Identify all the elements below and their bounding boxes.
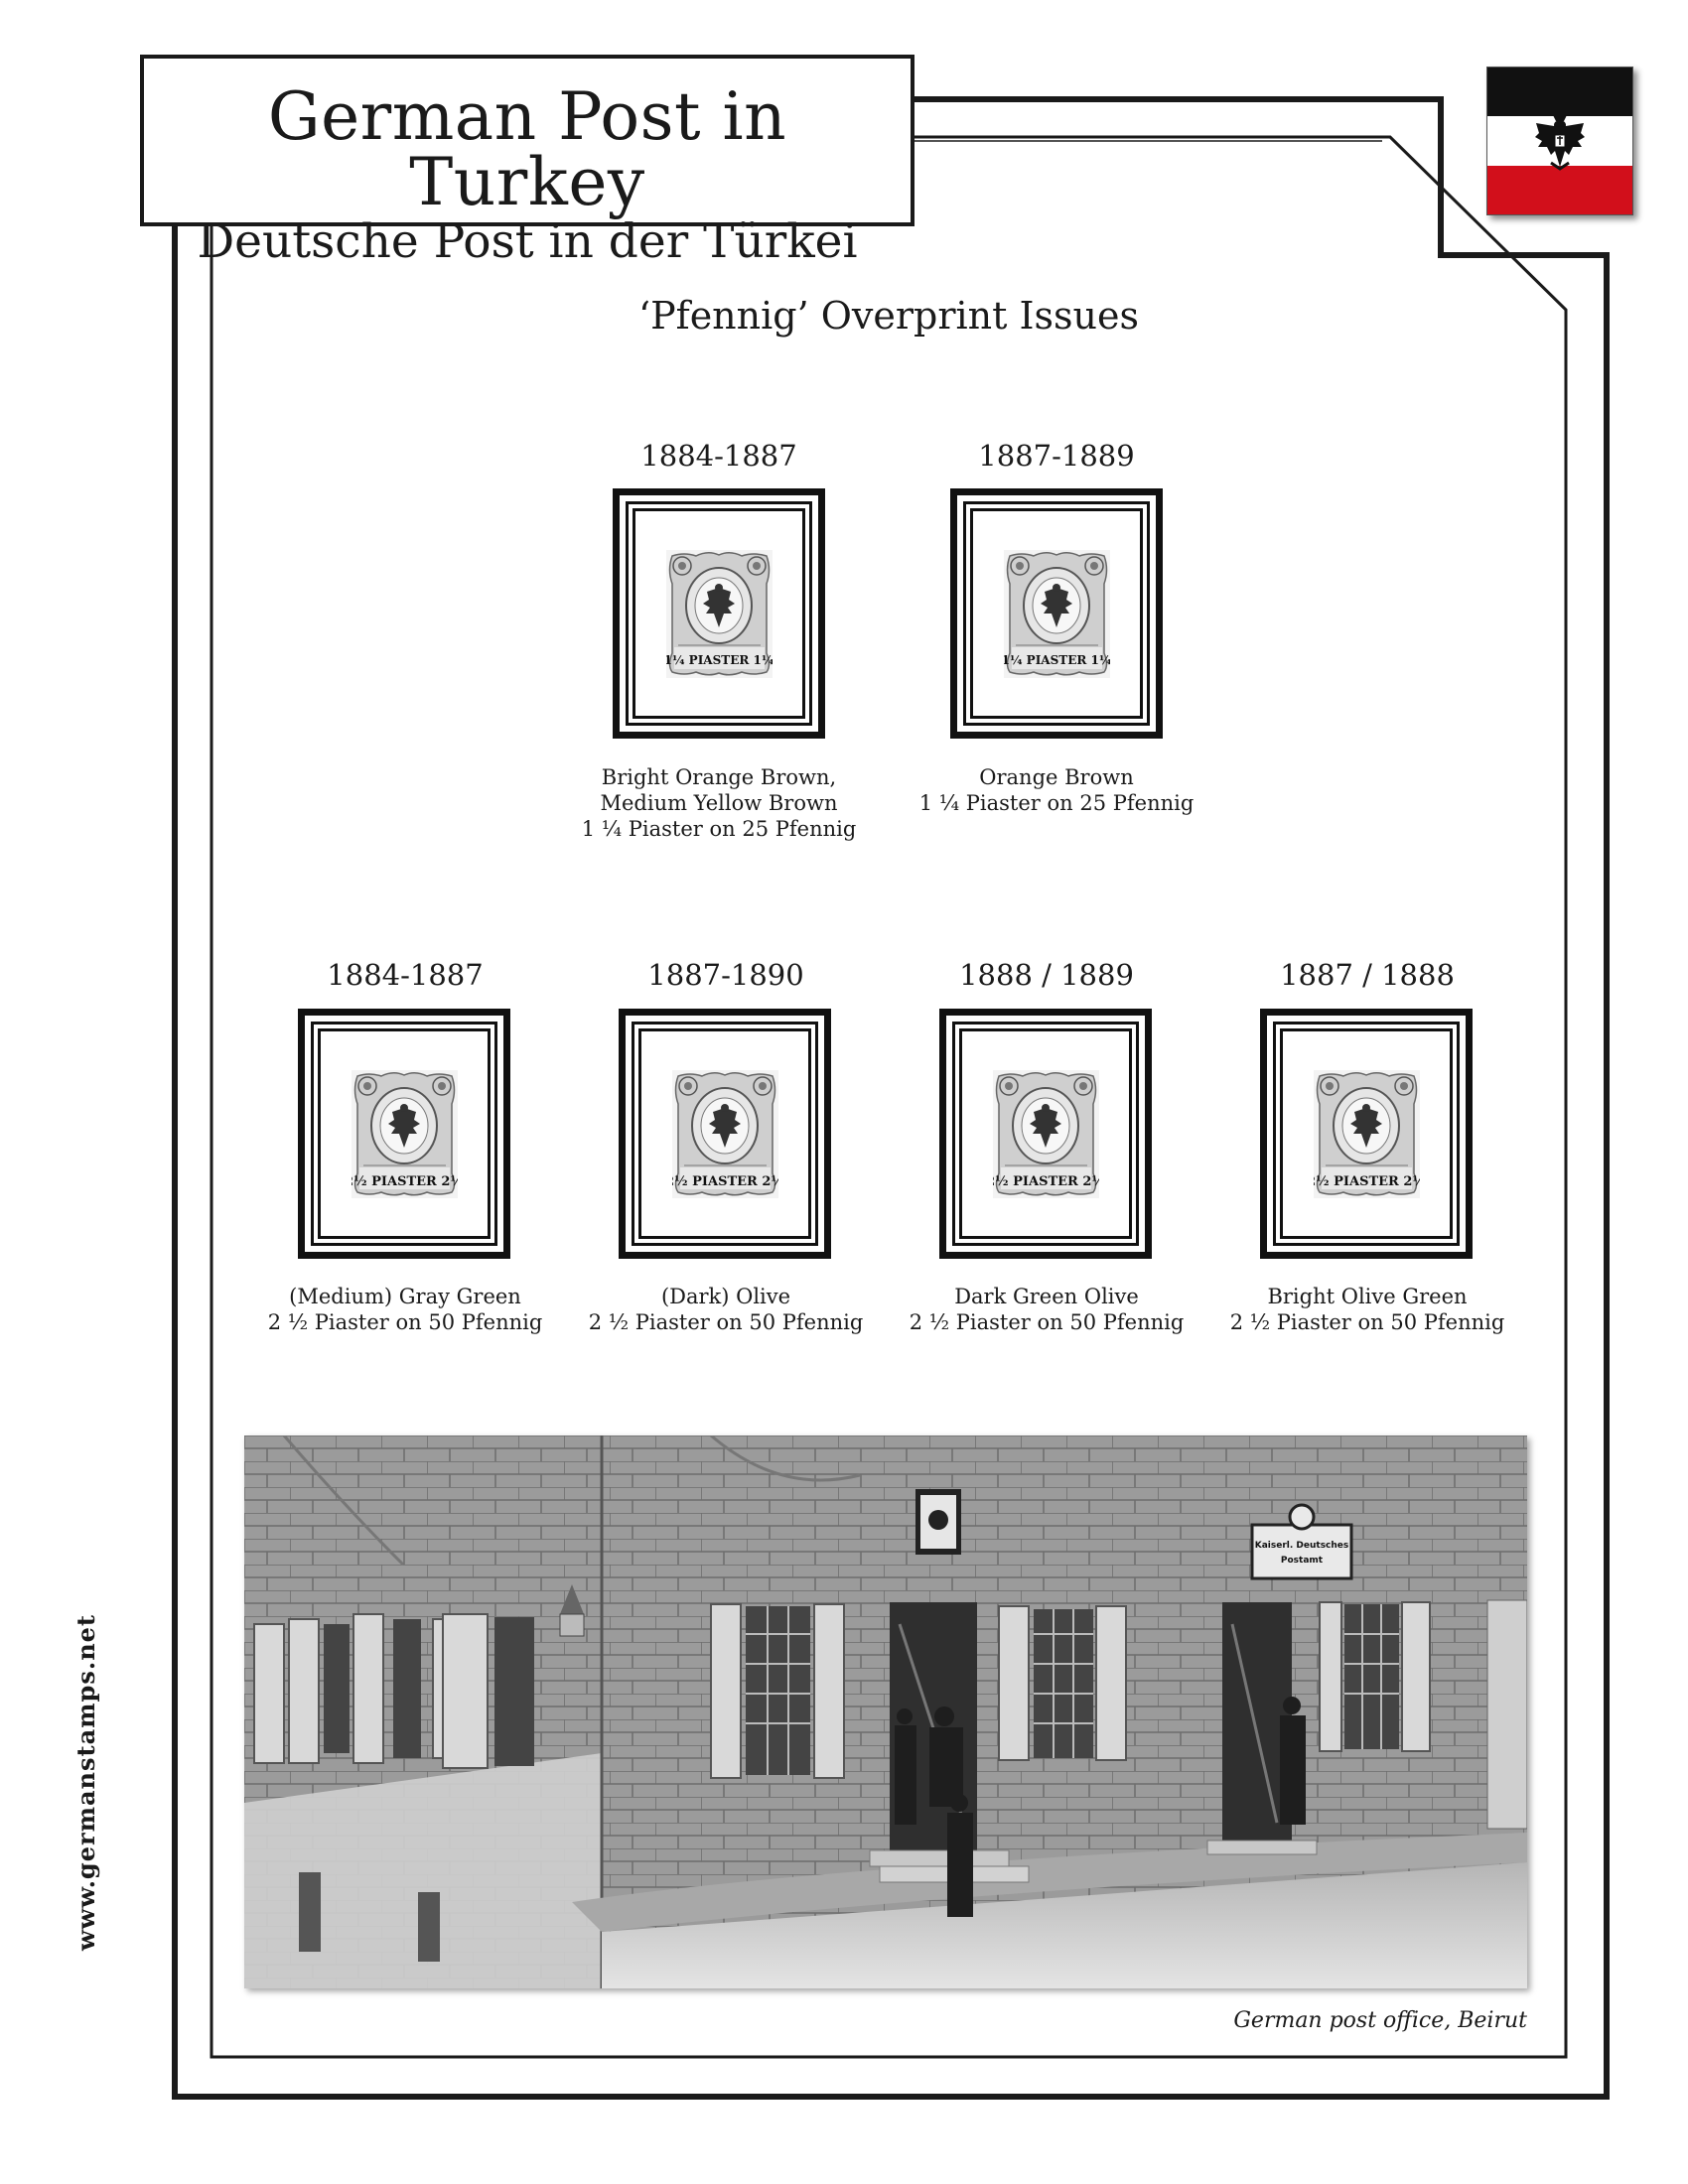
post-office-sign-line1: Kaiserl. Deutsches: [1254, 1541, 1349, 1551]
post-office-photo: [244, 1435, 1527, 1988]
photo-caption: German post office, Beirut: [1233, 2008, 1527, 2033]
page-subtitle: Deutsche Post in der Türkei: [197, 214, 858, 269]
stamp-mount[interactable]: [613, 488, 825, 739]
stamp-image: [672, 1070, 778, 1198]
stamp-image: [666, 550, 773, 678]
stamp-caption: Bright Olive Green 2 ½ Piaster on 50 Pfennig: [1229, 1285, 1505, 1334]
stamp-mount[interactable]: [298, 1009, 510, 1259]
header-box: [140, 55, 914, 269]
stamp-image: [1314, 1070, 1420, 1198]
website-url[interactable]: www.germanstamps.net: [71, 1613, 100, 1951]
stamp-image: [993, 1070, 1099, 1198]
stamp-caption: (Dark) Olive 2 ½ Piaster on 50 Pfennig: [588, 1285, 864, 1334]
imperial-flag-icon: [1486, 67, 1633, 215]
stamp-year: 1887-1890: [647, 958, 804, 992]
stamp-year: 1884-1887: [640, 439, 797, 473]
section-title: ‘Pfennig’ Overprint Issues: [637, 294, 1139, 338]
stamp-caption: (Medium) Gray Green 2 ½ Piaster on 50 Pfennig: [267, 1285, 543, 1334]
stamp-mount[interactable]: [939, 1009, 1152, 1259]
stamp-year: 1884-1887: [327, 958, 484, 992]
stamp-image: [1004, 550, 1110, 678]
stamp-image: [352, 1070, 458, 1198]
stamp-caption: Dark Green Olive 2 ½ Piaster on 50 Pfennig: [909, 1285, 1185, 1334]
stamp-mount[interactable]: [619, 1009, 831, 1259]
page-title: German Post in Turkey: [267, 78, 787, 220]
eagle-icon: [1533, 111, 1587, 173]
stamp-caption: Bright Orange Brown, Medium Yellow Brown 1 ¼ Piaster on 25 Pfennig: [581, 765, 857, 841]
post-office-sign-line2: Postamt: [1280, 1556, 1324, 1566]
stamp-year: 1887 / 1888: [1280, 958, 1455, 992]
stamp-mount[interactable]: [950, 488, 1163, 739]
stamp-caption: Orange Brown 1 ¼ Piaster on 25 Pfennig: [918, 765, 1195, 815]
stamp-mount[interactable]: [1260, 1009, 1473, 1259]
stamp-year: 1888 / 1889: [959, 958, 1134, 992]
stamp-year: 1887-1889: [978, 439, 1135, 473]
